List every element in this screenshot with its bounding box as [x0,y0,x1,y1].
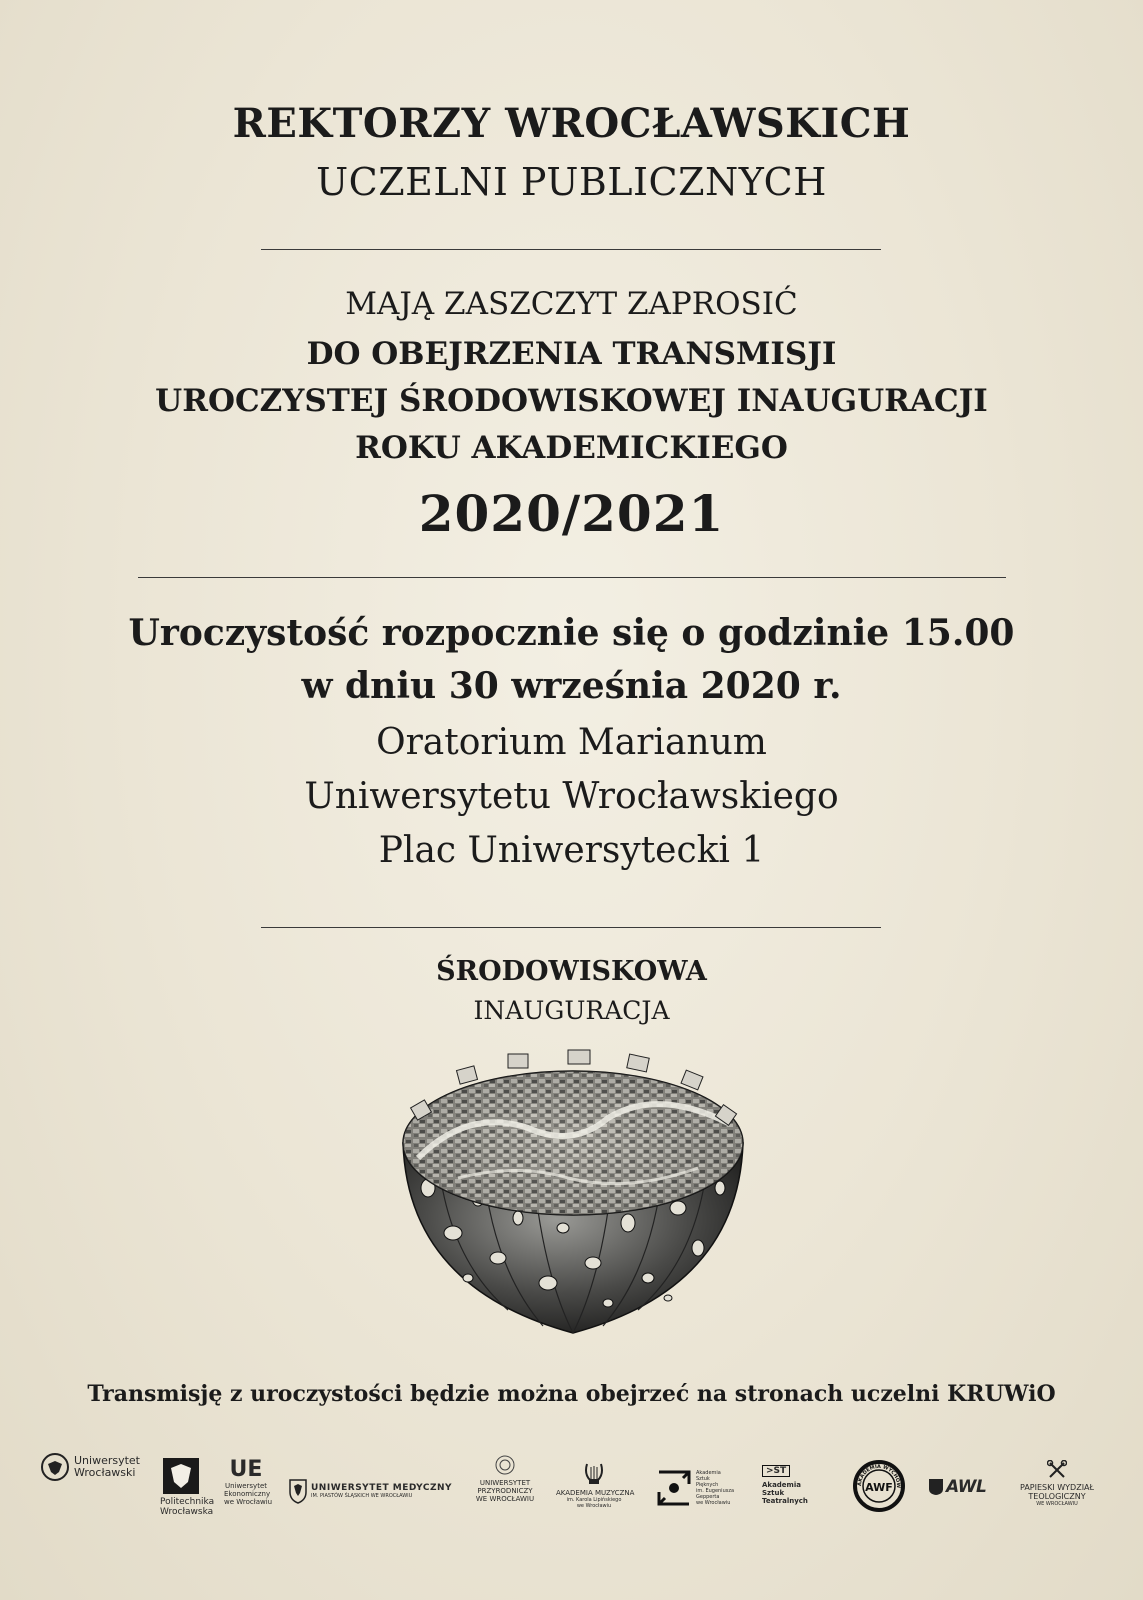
logo-upwr-line-3: WE WROCŁAWIU [475,1495,535,1503]
logo-awl [928,1477,986,1497]
event-place-2: Uniwersytetu Wrocławskiego [304,776,839,817]
logo-uwr-line-1: Uniwersytet [74,1454,140,1467]
logo-pwt [1020,1460,1094,1507]
logo-politechnika [160,1458,215,1517]
logo-awf-mark: AWF [865,1481,893,1494]
logo-pwt-line-2: TEOLOGICZNY [1028,1492,1086,1501]
logo-am-line-1: AKADEMIA MUZYCZNA [556,1489,635,1497]
logo-ue [224,1457,273,1506]
logo-upwr [473,1454,537,1503]
seal-icon [494,1454,516,1476]
transmission-note: Transmisję z uroczystości będzie można obejrzeć na stronach uczelni KRUWiO [87,1381,1056,1407]
ue-letters-icon: UE [229,1457,263,1482]
logo-ue-line-3: we Wrocławiu [224,1498,273,1506]
logo-awl-text: AWL [946,1477,987,1497]
header-line-1: REKTORZY WROCŁAWSKICH [232,100,911,147]
ast-icon: >ST [762,1465,790,1477]
invitation-line-4: ROKU AKADEMICKIEGO [355,430,788,466]
logo-pwt-line-1: PAPIESKI WYDZIAŁ [1020,1483,1095,1492]
logo-pwr-line-2: Wrocławska [160,1507,214,1517]
lyre-icon [584,1462,604,1486]
logo-ue-line-1: Uniwersytet [225,1482,267,1490]
emblem-title: ŚRODOWISKOWA [436,956,707,987]
awf-circle-icon [853,1460,905,1512]
header-line-2: UCZELNI PUBLICZNYCH [316,160,827,204]
logo-asp-line-3: Pięknych [696,1482,719,1488]
logo-uniwersytet-wroclawski [40,1452,140,1482]
logo-am-line-2: im. Karola Lipińskiego [566,1497,622,1503]
event-place-1: Oratorium Marianum [376,722,767,763]
divider-middle [138,577,1006,578]
logo-upwr-line-2: PRZYRODNICZY [477,1487,533,1495]
logo-asp-line-2: Sztuk [696,1476,710,1482]
logo-awf-line-1: AKADEMIA WYCHOW [856,1463,902,1489]
logo-upwr-line-1: UNIWERSYTET [479,1479,531,1487]
invitation-line-3: UROCZYSTEJ ŚRODOWISKOWEJ INAUGURACJI [155,383,988,419]
logo-asp-line-4: im. Eugeniusza [696,1488,735,1494]
logo-uwr-line-2: Wrocławski [74,1466,136,1479]
logo-asp [655,1468,734,1508]
eagle-seal-icon [40,1452,70,1482]
logo-ast-line-1: Akademia [762,1481,801,1489]
eagle-shield-icon [163,1458,199,1494]
city-bowl-engraving-icon [398,1048,748,1338]
logo-umed [288,1478,452,1504]
asp-arrows-icon [655,1468,693,1508]
keys-icon [1047,1460,1067,1480]
academic-year: 2020/2021 [418,484,725,543]
logo-umed-line-2: IM. PIASTÓW ŚLĄSKICH WE WROCŁAWIU [311,1493,413,1499]
logo-ue-line-2: Ekonomiczny [224,1490,271,1498]
logo-awf [853,1460,905,1516]
logo-pwt-line-3: WE WROCŁAWIU [1036,1501,1078,1507]
divider-top [261,249,881,250]
logo-ast-line-2: Sztuk [762,1489,785,1497]
logo-pwr-line-1: Politechnika [160,1497,215,1507]
invitation-line-1: MAJĄ ZASZCZYT ZAPROSIĆ [345,286,798,322]
invitation-line-2: DO OBEJRZENIA TRANSMISJI [306,336,837,372]
crest-icon [288,1478,308,1504]
logo-ast-line-3: Teatralnych [762,1497,808,1505]
event-date: w dniu 30 września 2020 r. [301,665,842,707]
logo-asp-line-6: we Wrocławiu [696,1500,731,1506]
event-time: Uroczystość rozpocznie się o godzinie 15.00 [128,612,1015,654]
awl-mark-icon [928,1478,944,1496]
logo-akademia-muzyczna [556,1462,635,1509]
divider-bottom [261,927,881,928]
emblem-subtitle: INAUGURACJA [473,996,670,1025]
event-place-3: Plac Uniwersytecki 1 [378,830,765,871]
logo-ast [762,1458,812,1505]
logo-asp-line-5: Gepperta [696,1494,720,1500]
logo-asp-line-1: Akademia [696,1470,721,1476]
logo-umed-line-1: UNIWERSYTET MEDYCZNY [311,1483,453,1493]
logo-am-line-3: we Wrocławiu [576,1503,612,1509]
